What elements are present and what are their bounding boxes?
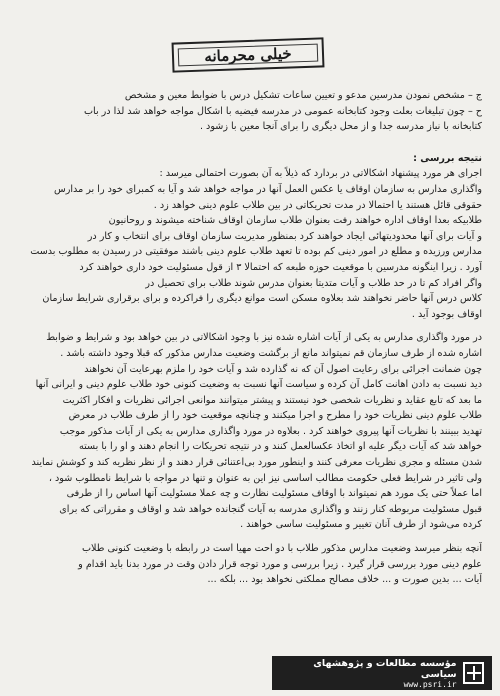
paragraph-line: آورد . زیرا اینگونه مدرسین با موقعیت حوزه طبعه که احتمالا ۳ از قول مسئولیت خود داری خواهند کرد [79, 261, 482, 273]
document-body [14, 88, 482, 588]
paragraph-line: اجرای هر مورد پیشنهاد اشکالاتی در بردارد که ذیلاً به آن بصورت احتمالی میرسد : [159, 168, 482, 180]
paragraph-line: اوقاف بوجود آید . [411, 308, 482, 320]
intro-line: ج – مشخص نمودن مدرسین مدعو و تعیین ساعات تشکیل درس با ضوابط معین و مشخص [124, 90, 482, 101]
paragraph-line: کرده می‌شود از طرف آنان تغییر و مسئولیت ساسی خواهند . [240, 519, 482, 531]
paragraph-line: در مورد واگذاری مدارس به یکی از آیات اشاره شده نیز با وجود اشکالاتی در بین خواهد بود و شرایط و ضوابط [46, 332, 482, 344]
logo-text-block [280, 658, 457, 689]
paragraph-line: ما بعد که تابع عقاید و نظریات شخصی خود نیستند و پیشتر میتوانند موانعی اجرائی نظریات و افکار اکثریت [62, 394, 482, 406]
paragraph-line: آیات ... بدین صورت و ... خلاف مصالح مملکتی نخواهد بود ... بلکه ... [207, 574, 482, 586]
classification-stamp [172, 37, 325, 72]
paragraph-line: دید نسبت به دادن اهانت کامل آن کرده و سیاست آنها نسبت به وضعیت کنونی خود طلاب علوم دینی و ایرانی آنها [35, 379, 482, 391]
paragraph-line: آنچه بنظر میرسد وضعیت مدارس مذکور طلاب با دو احت مهیا است در رابطه با وضعیت کنونی طلاب [82, 543, 482, 555]
paragraph-line: تهدید ببینند با نظریات آنها پیروی خواهند کرد . بعلاوه در مورد واگذاری مدارس به یکی از آیات مذکور موجب [59, 425, 482, 437]
paragraph-line: علوم دینی مورد بررسی قرار گیرد . زیرا بررسی و مورد توجه قرار دادن وقت در مورد بدنا باید اقدام و [78, 558, 482, 570]
paragraph-line: اشاره شده از طرف سازمان قم نمیتواند مانع از برگشت وضعیت مدارس مذکور که قبلا وجود داشته باشد . [60, 347, 482, 359]
section-heading: نتیجه بررسی : [413, 152, 482, 164]
institute-name: مؤسسه مطالعات و پژوهشهای سیاسی [313, 657, 457, 680]
spacer [14, 135, 482, 143]
institute-url: www.psri.ir [403, 679, 457, 689]
paragraph-line: و آیات برای آنها محدودیتهائی ایجاد خواهند کرد بمنظور مدیریت سازمان اوقاف برای انتخاب و کار در [87, 230, 482, 242]
paragraph-line: طلاب علوم دینی نظریات خود را مطرح و اجرا میکنند و چنانچه موقعیت خود را از طرف طلاب در معرض [68, 410, 482, 422]
intro-line: کتابخانه با نیاز مدرسه جدا و از محل دیگری را برای آنجا معین با زشود . [199, 121, 482, 133]
spacer [14, 533, 482, 541]
spacer [14, 322, 482, 330]
paragraph-line: طلابیکه بعدا اوقاف اداره خواهند رفت بعنوان طلاب سازمان اوقاف شناخته میشوند و روحانیون [108, 215, 482, 227]
paragraph-line: کلاس درس آنها حاضر نخواهند شد بعلاوه مسکن است موانع دیگری را فراکرده و برای برقراری شرایط سازمان [42, 293, 482, 305]
institute-emblem-icon [463, 662, 484, 684]
paragraph-line: قبول مسئولیت مربوطه کنار زنند و واگذاری مدرسه به آیات گنجانده خواهد شد و اوقاف و مقرراتی که برای [59, 503, 482, 515]
stamp-text: خیلی محرمانه [204, 44, 292, 66]
paragraph-line: اما عملاً حتی یک مورد هم نمیتواند با اوقاف مسئولیت نظارت و چه عملا مسئولیت آنها اساس را از طرفی [66, 488, 482, 500]
stamp-inner-border [178, 44, 319, 67]
paragraph-line: واگذاری مدارس به سازمان اوقاف یا عکس العمل آنها در مواجه خواهد شد و آیا به کمبرای خود را بر مدارس [54, 183, 482, 195]
paragraph-line: ولی تاثیر در شرایط فعلی حکومت مطالب اساسی نیز این به عنوان و تنها در مواجه با شرایط نامطلوب شود ، [48, 472, 482, 484]
paragraph-line: شدن مسئله و مجری نظریات معرفی کنند و اینطور مورد بی‌اعتنائی قرار دهند و از نظر نظریه کند و کوشش نمایند [31, 457, 482, 469]
paragraph-line: حقوقی قائل هستند یا احتمالا در مدت تحریکاتی در بین طلاب علوم دینی خواهد زد . [153, 199, 482, 211]
paragraph-line: چون ضمانت اجرائی برای رعایت اصول آن که نه گذارده شد و آیات خود را ملزم بهرعایت آن نخواهند [84, 363, 482, 375]
paragraph-line: واگر افراد کم تا در حد طلاب و آیات متدیتا بعنوان مدرس شوند طلاب برای تحصیل در [145, 277, 482, 289]
paragraph-line: خواهد شد که آیات دیگر علیه او اتخاذ عکسالعمل کنند و در نتیجه تحریکات را انجام دهند و او را با بسته [79, 441, 482, 453]
institute-logo [272, 656, 492, 690]
paragraph-line: مدارس ورزیده و مطلع در امور دینی کم بوده تا تعهد طلاب علوم دینی باشند موفقیتی در رسیدن به مطلوب بدست [30, 246, 482, 258]
intro-line: ح – چون تبلیغات بعلت وجود کتابخانه عمومی در مدرسه فیضیه با اشکال مواجه خواهد شد لذا در باب [83, 105, 482, 117]
